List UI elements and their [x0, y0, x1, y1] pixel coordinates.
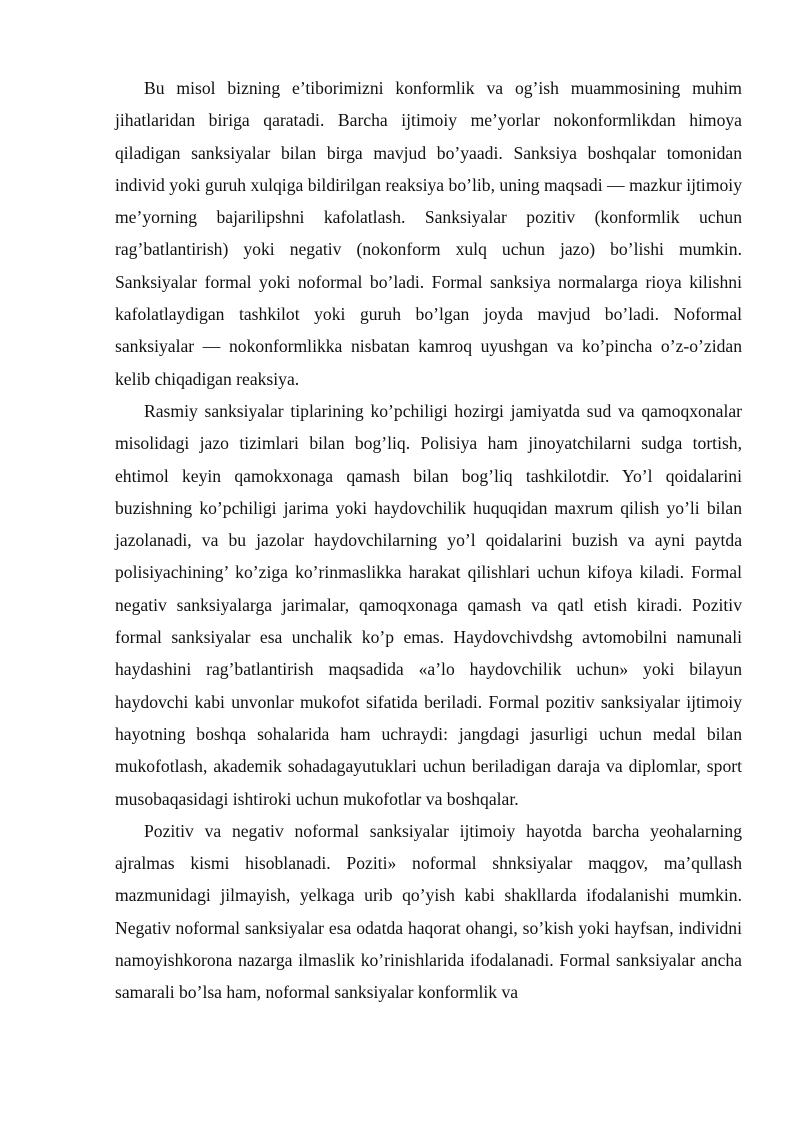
paragraph-3: Pozitiv va negativ noformal sanksiyalar ijtimoiy hayotda barcha yeohalarning ajralmas kismi hisoblanadi. Poziti» noformal shnksiyalar maqgov, ma’qullash mazmunidagi jilmayish, yelkaga urib qo’yish kabi shakllarda ifodalanishi mumkin. Negativ noformal sanksiyalar esa odatda haqorat ohangi, so’kish yoki hayfsan, individni namoyishkorona nazarga ilmaslik ko’rinishlarida ifodalanadi. Formal sanksiyalar ancha samarali bo’lsa ham, noformal sanksiyalar konformlik va [115, 820, 742, 1003]
document-body [115, 72, 742, 1009]
paragraph-1: Bu misol bizning e’tiborimizni konformlik va og’ish muammosining muhim jihatlaridan biriga qaratadi. Barcha ijtimoiy me’yorlar nokonformlikdan himoya qiladigan sanksiyalar bilan birga mavjud bo’yaadi. Sanksiya boshqalar tomonidan individ yoki guruh xulqiga bildirilgan reaksiya bo’lib, uning maqsadi — mazkur ijtimoiy me’yorning bajarilipshni kafolatlash. Sanksiyalar pozitiv (konformlik uchun rag’batlantirish) yoki negativ (nokonform xulq uchun jazo) bo’lishi mumkin. Sanksiyalar formal yoki noformal bo’ladi. Formal sanksiya normalarga rioya kilishni kafolatlaydigan tashkilot yoki guruh bo’lgan joyda mavjud bo’ladi. Noformal sanksiyalar — nokonformlikka nisbatan kamroq uyushgan va ko’pincha o’z-o’zidan kelib chiqadigan reaksiya. [115, 78, 742, 389]
paragraph-2: Rasmiy sanksiyalar tiplarining ko’pchiligi hozirgi jamiyatda sud va qamoqxonalar misolidagi jazo tizimlari bilan bog’liq. Polisiya ham jinoyatchilarni sudga tortish, ehtimol keyin qamokxonaga qamash bilan bog’liq tashkilotdir. Yo’l qoidalarini buzishning ko’pchiligi jarima yoki haydovchilik huquqidan maxrum qilish yo’li bilan jazolanadi, va bu jazolar haydovchilarning yo’l qoidalarini buzish va ayni paytda polisiyachining’ ko’ziga ko’rinmaslikka harakat qilishlari uchun kifoya kiladi. Formal negativ sanksiyalarga jarimalar, qamoqxonaga qamash va qatl etish kiradi. Pozitiv formal sanksiyalar esa unchalik ko’p emas. Haydovchivdshg avtomobilni namunali haydashini rag’batlantirish maqsadida «a’lo haydovchilik uchun» yoki bilayun haydovchi kabi unvonlar mukofot sifatida beriladi. Formal pozitiv sanksiyalar ijtimoiy hayotning boshqa sohalarida ham uchraydi: jangdagi jasurligi uchun medal bilan mukofotlash, akademik sohadagayutuklari uchun beriladigan daraja va diplomlar, sport musobaqasidagi ishtiroki uchun mukofotlar va boshqalar. [115, 400, 742, 809]
